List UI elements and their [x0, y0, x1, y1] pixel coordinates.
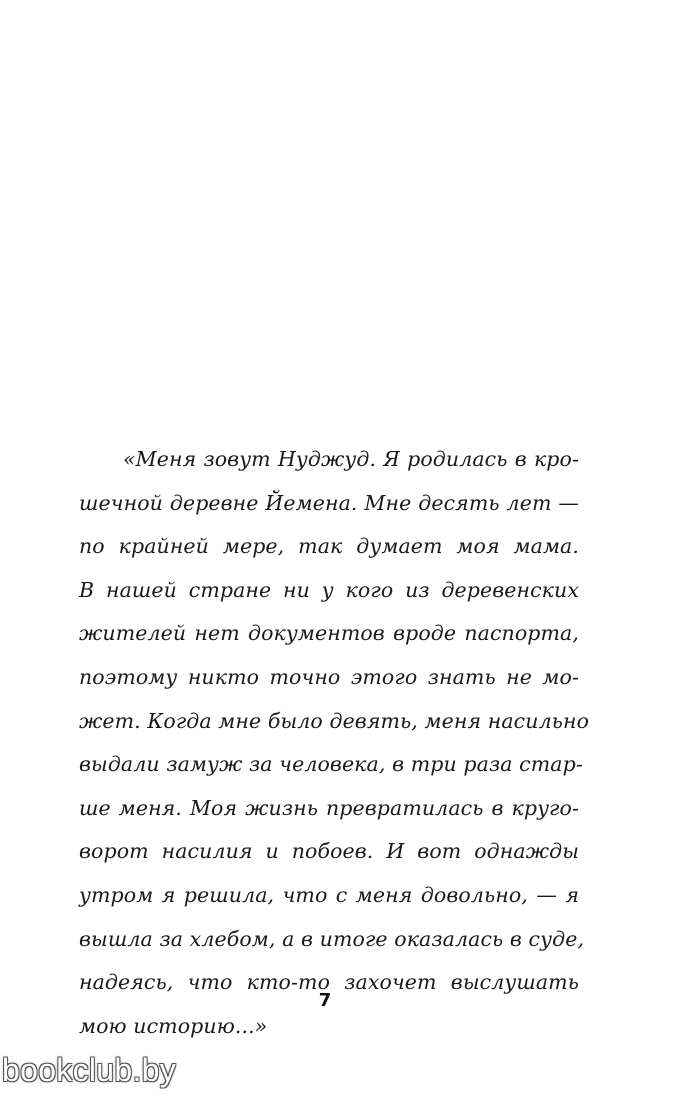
quote-line: В нашей стране ни у кого из деревенских	[79, 577, 579, 602]
watermark: bookclub.by	[2, 1052, 177, 1088]
quote-line: шечной деревне Йемена. Мне десять лет —	[79, 490, 579, 515]
quote-line: выдали замуж за человека, в три раза стар-	[79, 752, 583, 777]
quote-line: утром я решила, что с меня довольно, — я	[79, 882, 579, 907]
quote-line: ворот насилия и побоев. И вот однажды	[79, 839, 579, 864]
quote-line: «Меня зовут Нуджуд. Я родилась в кро-	[123, 447, 579, 471]
quote-line: ше меня. Моя жизнь превратилась в круго-	[79, 795, 579, 820]
quote-line: по крайней мере, так думает моя мама.	[79, 534, 579, 559]
quote-line: мою историю...»	[79, 1013, 268, 1038]
quote-line: надеясь, что кто-то захочет выслушать	[79, 970, 579, 995]
page-number: 7	[318, 990, 332, 1011]
quote-line: поэтому никто точно этого знать не мо-	[79, 664, 579, 689]
quote-line: вышла за хлебом, а в итоге оказалась в суде,	[79, 926, 585, 951]
quote-line: жет. Когда мне было девять, меня насильно	[79, 708, 590, 733]
quote-paragraph	[79, 438, 590, 1048]
quote-line: жителей нет документов вроде паспорта,	[79, 621, 579, 646]
